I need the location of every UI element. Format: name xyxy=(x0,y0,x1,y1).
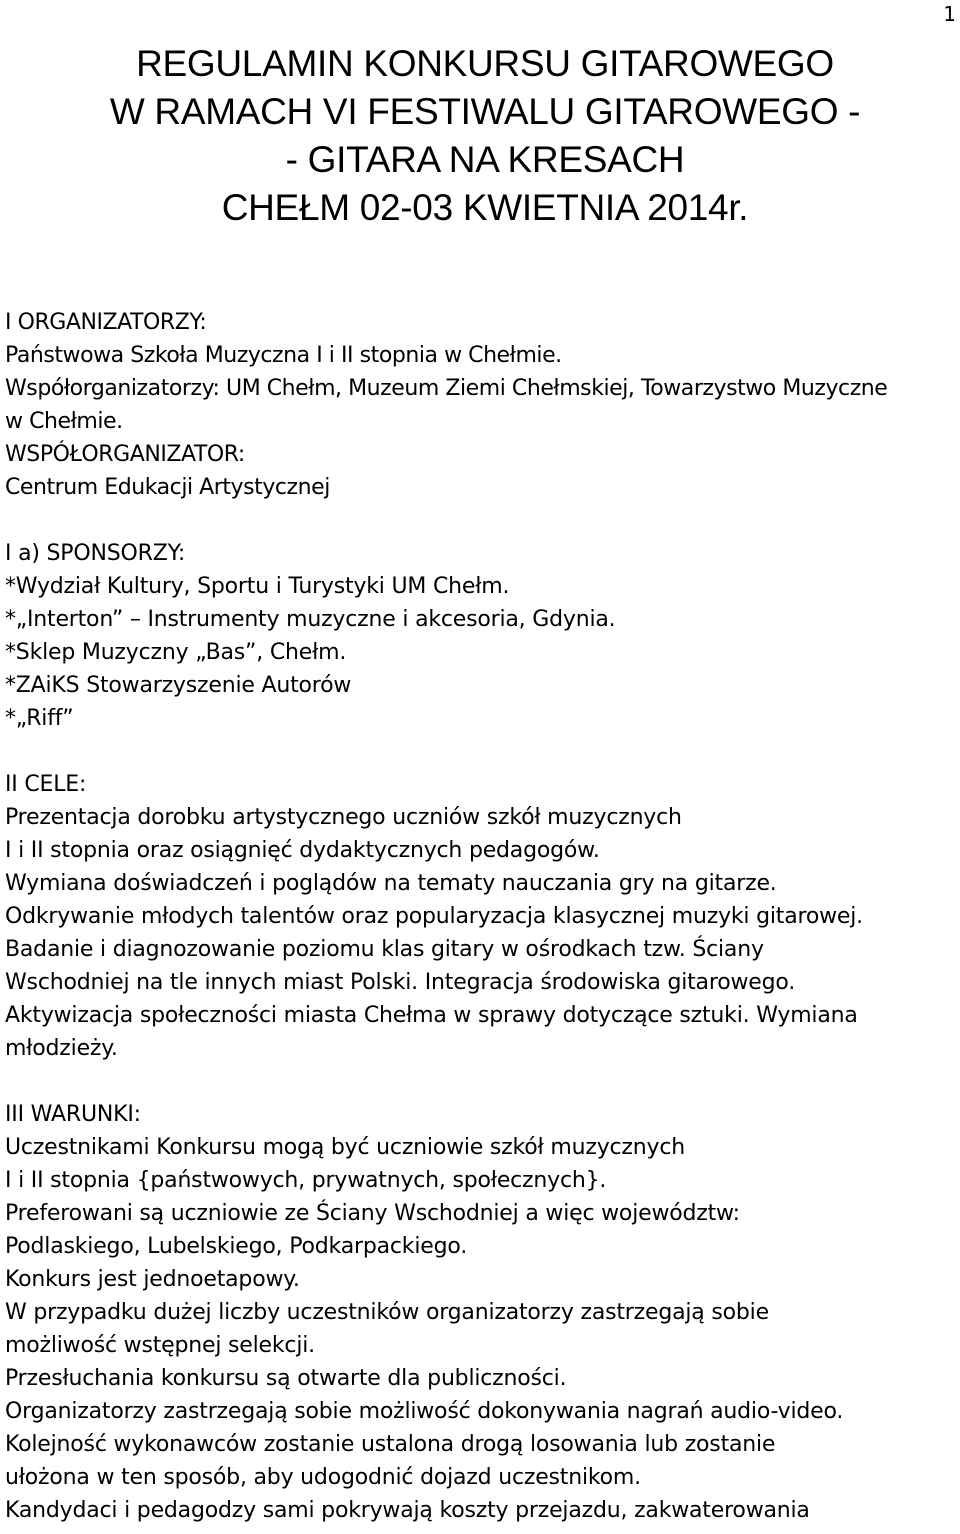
text-line: Kandydaci i pedagodzy sami pokrywają koszty przejazdu, zakwaterowania xyxy=(5,1498,810,1523)
text-line: Wschodniej na tle innych miast Polski. Integracja środowiska gitarowego. xyxy=(5,970,796,995)
title-line: REGULAMIN KONKURSU GITAROWEGO xyxy=(136,43,834,84)
text-line: Państwowa Szkoła Muzyczna I i II stopnia w Chełmie. xyxy=(5,343,562,368)
text-line: możliwość wstępnej selekcji. xyxy=(5,1333,315,1358)
section-conditions xyxy=(5,1098,887,1527)
document-body xyxy=(5,306,887,1527)
text-line: *Wydział Kultury, Sportu i Turystyki UM Chełm. xyxy=(5,574,510,599)
text-line: *„Riff” xyxy=(5,706,74,731)
text-line: Podlaskiego, Lubelskiego, Podkarpackiego. xyxy=(5,1234,467,1259)
text-line: Współorganizatorzy: UM Chełm, Muzeum Ziemi Chełmskiej, Towarzystwo Muzyczne xyxy=(5,376,888,401)
text-line: *ZAiKS Stowarzyszenie Autorów xyxy=(5,673,352,698)
blank-line xyxy=(5,504,887,537)
blank-line xyxy=(5,735,887,768)
section-goals xyxy=(5,768,887,1065)
section-heading: I ORGANIZATORZY: xyxy=(5,310,207,335)
text-line: Przesłuchania konkursu są otwarte dla publiczności. xyxy=(5,1366,567,1391)
document-title xyxy=(0,40,960,232)
text-line: I i II stopnia {państwowych, prywatnych, społecznych}. xyxy=(5,1168,607,1193)
text-line: w Chełmie. xyxy=(5,409,123,434)
text-line: *Sklep Muzyczny „Bas”, Chełm. xyxy=(5,640,347,665)
text-line: Centrum Edukacji Artystycznej xyxy=(5,475,330,500)
text-line: Prezentacja dorobku artystycznego uczniów szkół muzycznych xyxy=(5,805,682,830)
text-line: Uczestnikami Konkursu mogą być uczniowie szkół muzycznych xyxy=(5,1135,685,1160)
blank-line xyxy=(5,1065,887,1098)
text-line: młodzieży. xyxy=(5,1036,118,1061)
title-line: CHEŁM 02-03 KWIETNIA 2014r. xyxy=(221,187,749,228)
page-number: 1 xyxy=(943,2,956,26)
text-line: W przypadku dużej liczby uczestników organizatorzy zastrzegają sobie xyxy=(5,1300,769,1325)
title-line: - GITARA NA KRESACH xyxy=(285,139,685,180)
text-line: *„Interton” – Instrumenty muzyczne i akcesoria, Gdynia. xyxy=(5,607,616,632)
text-line: I i II stopnia oraz osiągnięć dydaktycznych pedagogów. xyxy=(5,838,600,863)
text-line: WSPÓŁORGANIZATOR: xyxy=(5,442,245,467)
text-line: Preferowani są uczniowie ze Ściany Wschodniej a więc województw: xyxy=(5,1201,740,1226)
text-line: Wymiana doświadczeń i poglądów na tematy nauczania gry na gitarze. xyxy=(5,871,777,896)
text-line: Badanie i diagnozowanie poziomu klas gitary w ośrodkach tzw. Ściany xyxy=(5,937,764,962)
section-organizers xyxy=(5,306,887,504)
text-line: ułożona w ten sposób, aby udogodnić dojazd uczestnikom. xyxy=(5,1465,641,1490)
text-line: Odkrywanie młodych talentów oraz popularyzacja klasycznej muzyki gitarowej. xyxy=(5,904,863,929)
text-line: Organizatorzy zastrzegają sobie możliwość dokonywania nagrań audio-video. xyxy=(5,1399,844,1424)
text-line: Konkurs jest jednoetapowy. xyxy=(5,1267,300,1292)
text-line: Kolejność wykonawców zostanie ustalona drogą losowania lub zostanie xyxy=(5,1432,776,1457)
section-heading: III WARUNKI: xyxy=(5,1102,141,1127)
section-sponsors xyxy=(5,537,887,735)
section-heading: II CELE: xyxy=(5,772,87,797)
text-line: Aktywizacja społeczności miasta Chełma w sprawy dotyczące sztuki. Wymiana xyxy=(5,1003,858,1028)
title-line: W RAMACH VI FESTIWALU GITAROWEGO - xyxy=(109,91,861,132)
section-heading: I a) SPONSORZY: xyxy=(5,541,186,566)
